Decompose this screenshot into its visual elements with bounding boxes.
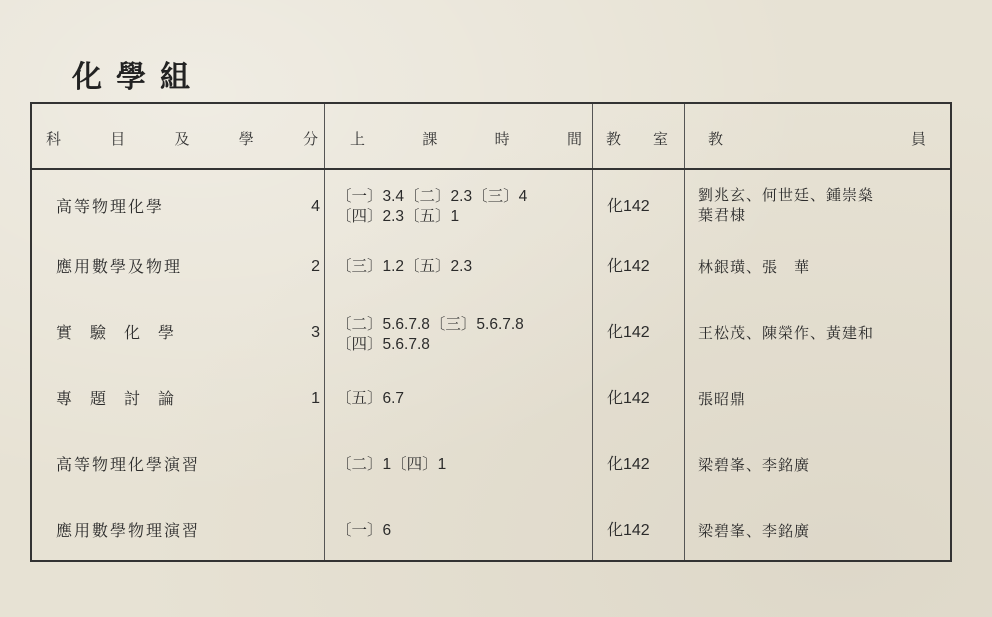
teacher-line: 葉君棣: [698, 206, 747, 224]
credits: 4: [311, 198, 320, 215]
credits: 1: [311, 390, 320, 407]
class-time-line: 〔五〕6.7: [336, 390, 405, 407]
class-time-line: 〔二〕5.6.7.8〔三〕5.6.7.8: [336, 316, 524, 333]
classroom: 化142: [607, 324, 650, 341]
column-divider: [684, 104, 685, 560]
subject-name: 實驗化學: [56, 323, 193, 342]
classroom: 化142: [607, 390, 650, 407]
classroom: 化142: [607, 198, 650, 215]
class-time-line: 〔三〕1.2〔五〕2.3: [336, 258, 473, 275]
subject-name: 專題討論: [56, 389, 193, 408]
header-subject-credits: 科 目 及 學 分: [46, 130, 318, 148]
column-divider: [592, 104, 593, 560]
teacher-line: 張昭鼎: [698, 390, 747, 408]
header-class-time: 上 課 時 間: [350, 130, 582, 148]
teacher-line: 王松茂、陳榮作、黃建和: [698, 324, 875, 342]
classroom: 化142: [607, 456, 650, 473]
credits: 2: [311, 258, 320, 275]
class-time-line: 〔四〕5.6.7.8: [336, 336, 430, 353]
header-teacher: 教 員: [708, 130, 926, 148]
class-time-line: 〔二〕1〔四〕1: [336, 456, 447, 473]
class-time-line: 〔四〕2.3〔五〕1: [336, 208, 460, 225]
teacher-line: 梁碧峯、李銘廣: [698, 522, 811, 540]
subject-name: 應用數學及物理: [56, 257, 183, 276]
subject-name: 高等物理化學演習: [56, 455, 201, 474]
subject-name: 應用數學物理演習: [56, 521, 201, 540]
class-time-line: 〔一〕3.4〔二〕2.3〔三〕4: [336, 188, 528, 205]
teacher-line: 梁碧峯、李銘廣: [698, 456, 811, 474]
subject-name: 高等物理化學: [56, 197, 165, 216]
teacher-line: 劉兆玄、何世廷、鍾崇燊: [698, 186, 875, 204]
header-classroom: 教 室: [606, 130, 668, 148]
schedule-table: [30, 102, 952, 562]
classroom: 化142: [607, 522, 650, 539]
table-header: [32, 104, 950, 170]
teacher-line: 林銀璜、張 華: [698, 258, 811, 276]
column-divider: [324, 104, 325, 560]
page-title: 化學組: [72, 60, 204, 95]
classroom: 化142: [607, 258, 650, 275]
class-time-line: 〔一〕6: [336, 522, 392, 539]
credits: 3: [311, 324, 320, 341]
